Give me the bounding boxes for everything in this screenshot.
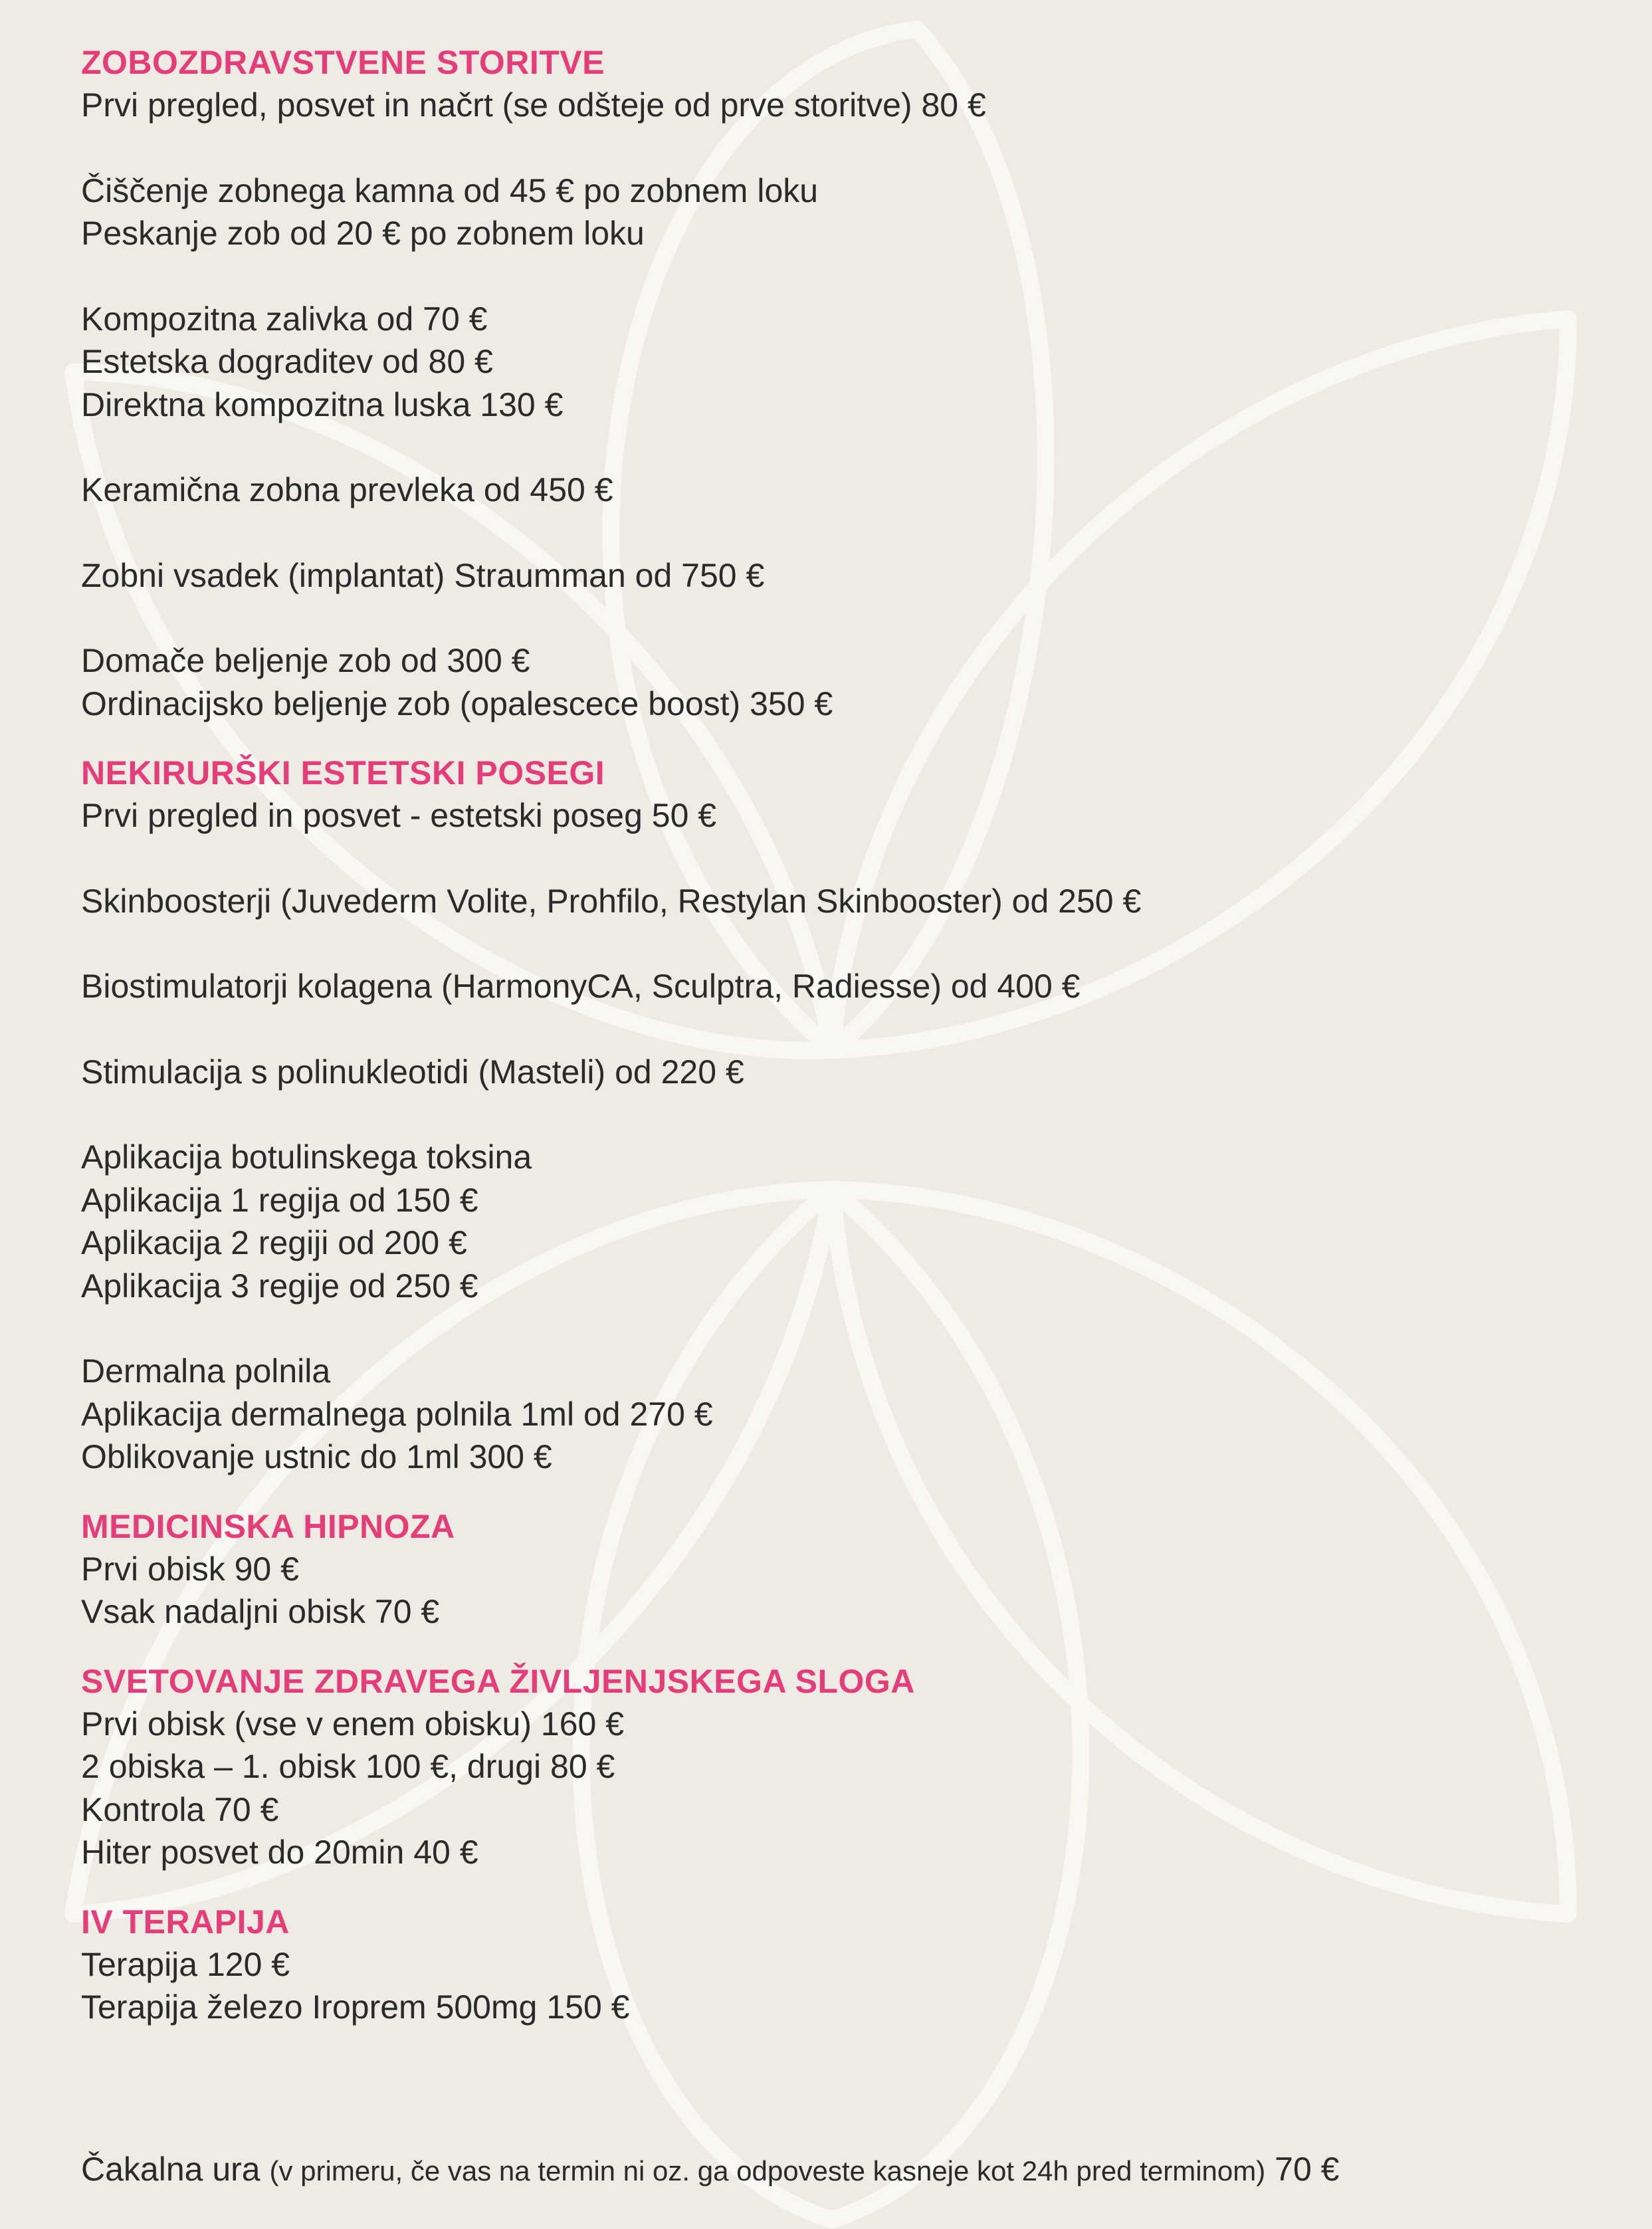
section-title: ZOBOZDRAVSTVENE STORITVE	[81, 44, 605, 81]
price-section	[81, 1901, 1609, 2029]
price-section	[81, 752, 1609, 1479]
price-group	[81, 1350, 1609, 1479]
price-item: Kompozitna zalivka od 70 €	[81, 300, 488, 338]
price-item: Prvi obisk 90 €	[81, 1550, 299, 1588]
price-item: Stimulacija s polinukleotidi (Masteli) od 220 €	[81, 1053, 744, 1091]
price-item: Oblikovanje ustnic do 1ml 300 €	[81, 1438, 552, 1475]
price-group	[81, 639, 1609, 725]
section-title: IV TERAPIJA	[81, 1903, 290, 1941]
price-group	[81, 298, 1609, 427]
price-item: Čiščenje zobnega kamna od 45 € po zobnem loku	[81, 171, 819, 209]
price-item: Ordinacijsko beljenje zob (opalescece boost) 350 €	[81, 685, 833, 722]
price-item: 2 obiska – 1. obisk 100 €, drugi 80 €	[81, 1748, 615, 1785]
price-item: Direktna kompozitna luska 130 €	[81, 385, 564, 423]
price-group	[81, 84, 1609, 127]
price-item: Prvi obisk (vse v enem obisku) 160 €	[81, 1705, 625, 1743]
price-item: Dermalna polnila	[81, 1352, 331, 1390]
price-group	[81, 1051, 1609, 1094]
price-item: Hiter posvet do 20min 40 €	[81, 1834, 478, 1871]
price-group	[81, 1548, 1609, 1634]
price-section	[81, 41, 1609, 725]
price-item: Prvi pregled, posvet in načrt (se odšteje od prve storitve) 80 €	[81, 86, 986, 124]
price-item: Keramična zobna prevleka od 450 €	[81, 471, 613, 508]
price-list	[81, 41, 1609, 2056]
price-item: Domače beljenje zob od 300 €	[81, 642, 530, 679]
price-item: Aplikacija 3 regije od 250 €	[81, 1267, 478, 1305]
section-title: SVETOVANJE ZDRAVEGA ŽIVLJENJSKEGA SLOGA	[81, 1662, 915, 1700]
waiting-fee-line	[81, 2148, 1339, 2192]
price-item: Aplikacija botulinskega toksina	[81, 1138, 532, 1176]
price-item: Terapija 120 €	[81, 1945, 290, 1983]
price-item: Biostimulatorji kolagena (HarmonyCA, Sculptra, Radiesse) od 400 €	[81, 968, 1081, 1005]
price-section	[81, 1505, 1609, 1634]
price-item: Aplikacija dermalnega polnila 1ml od 270 €	[81, 1395, 713, 1433]
price-item: Aplikacija 2 regiji od 200 €	[81, 1224, 467, 1261]
section-title: MEDICINSKA HIPNOZA	[81, 1507, 455, 1545]
price-group	[81, 880, 1609, 923]
waiting-fee-note: (v primeru, če vas na termin ni oz. ga odpoveste kasneje kot 24h pred terminom)	[269, 2155, 1266, 2186]
price-group	[81, 554, 1609, 597]
waiting-fee-price: 70 €	[1275, 2151, 1340, 2188]
price-item: Estetska dograditev od 80 €	[81, 343, 493, 380]
price-group	[81, 169, 1609, 255]
price-group	[81, 1703, 1609, 1874]
price-item: Peskanje zob od 20 € po zobnem loku	[81, 215, 645, 252]
price-group	[81, 1943, 1609, 2029]
price-item: Skinboosterji (Juvederm Volite, Prohfilo, Restylan Skinbooster) od 250 €	[81, 882, 1142, 920]
price-item: Kontrola 70 €	[81, 1790, 279, 1828]
price-group	[81, 1136, 1609, 1307]
price-item: Zobni vsadek (implantat) Straumman od 750 €	[81, 556, 765, 594]
section-title: NEKIRURŠKI ESTETSKI POSEGI	[81, 754, 605, 792]
price-group	[81, 469, 1609, 512]
price-item: Vsak nadaljni obisk 70 €	[81, 1593, 440, 1630]
price-item: Aplikacija 1 regija od 150 €	[81, 1181, 478, 1219]
price-group	[81, 965, 1609, 1008]
price-item: Terapija železo Iroprem 500mg 150 €	[81, 1988, 630, 2026]
price-section	[81, 1660, 1609, 1874]
waiting-fee-label: Čakalna ura	[81, 2151, 260, 2188]
price-group	[81, 794, 1609, 837]
price-item: Prvi pregled in posvet - estetski poseg 50 €	[81, 797, 717, 834]
